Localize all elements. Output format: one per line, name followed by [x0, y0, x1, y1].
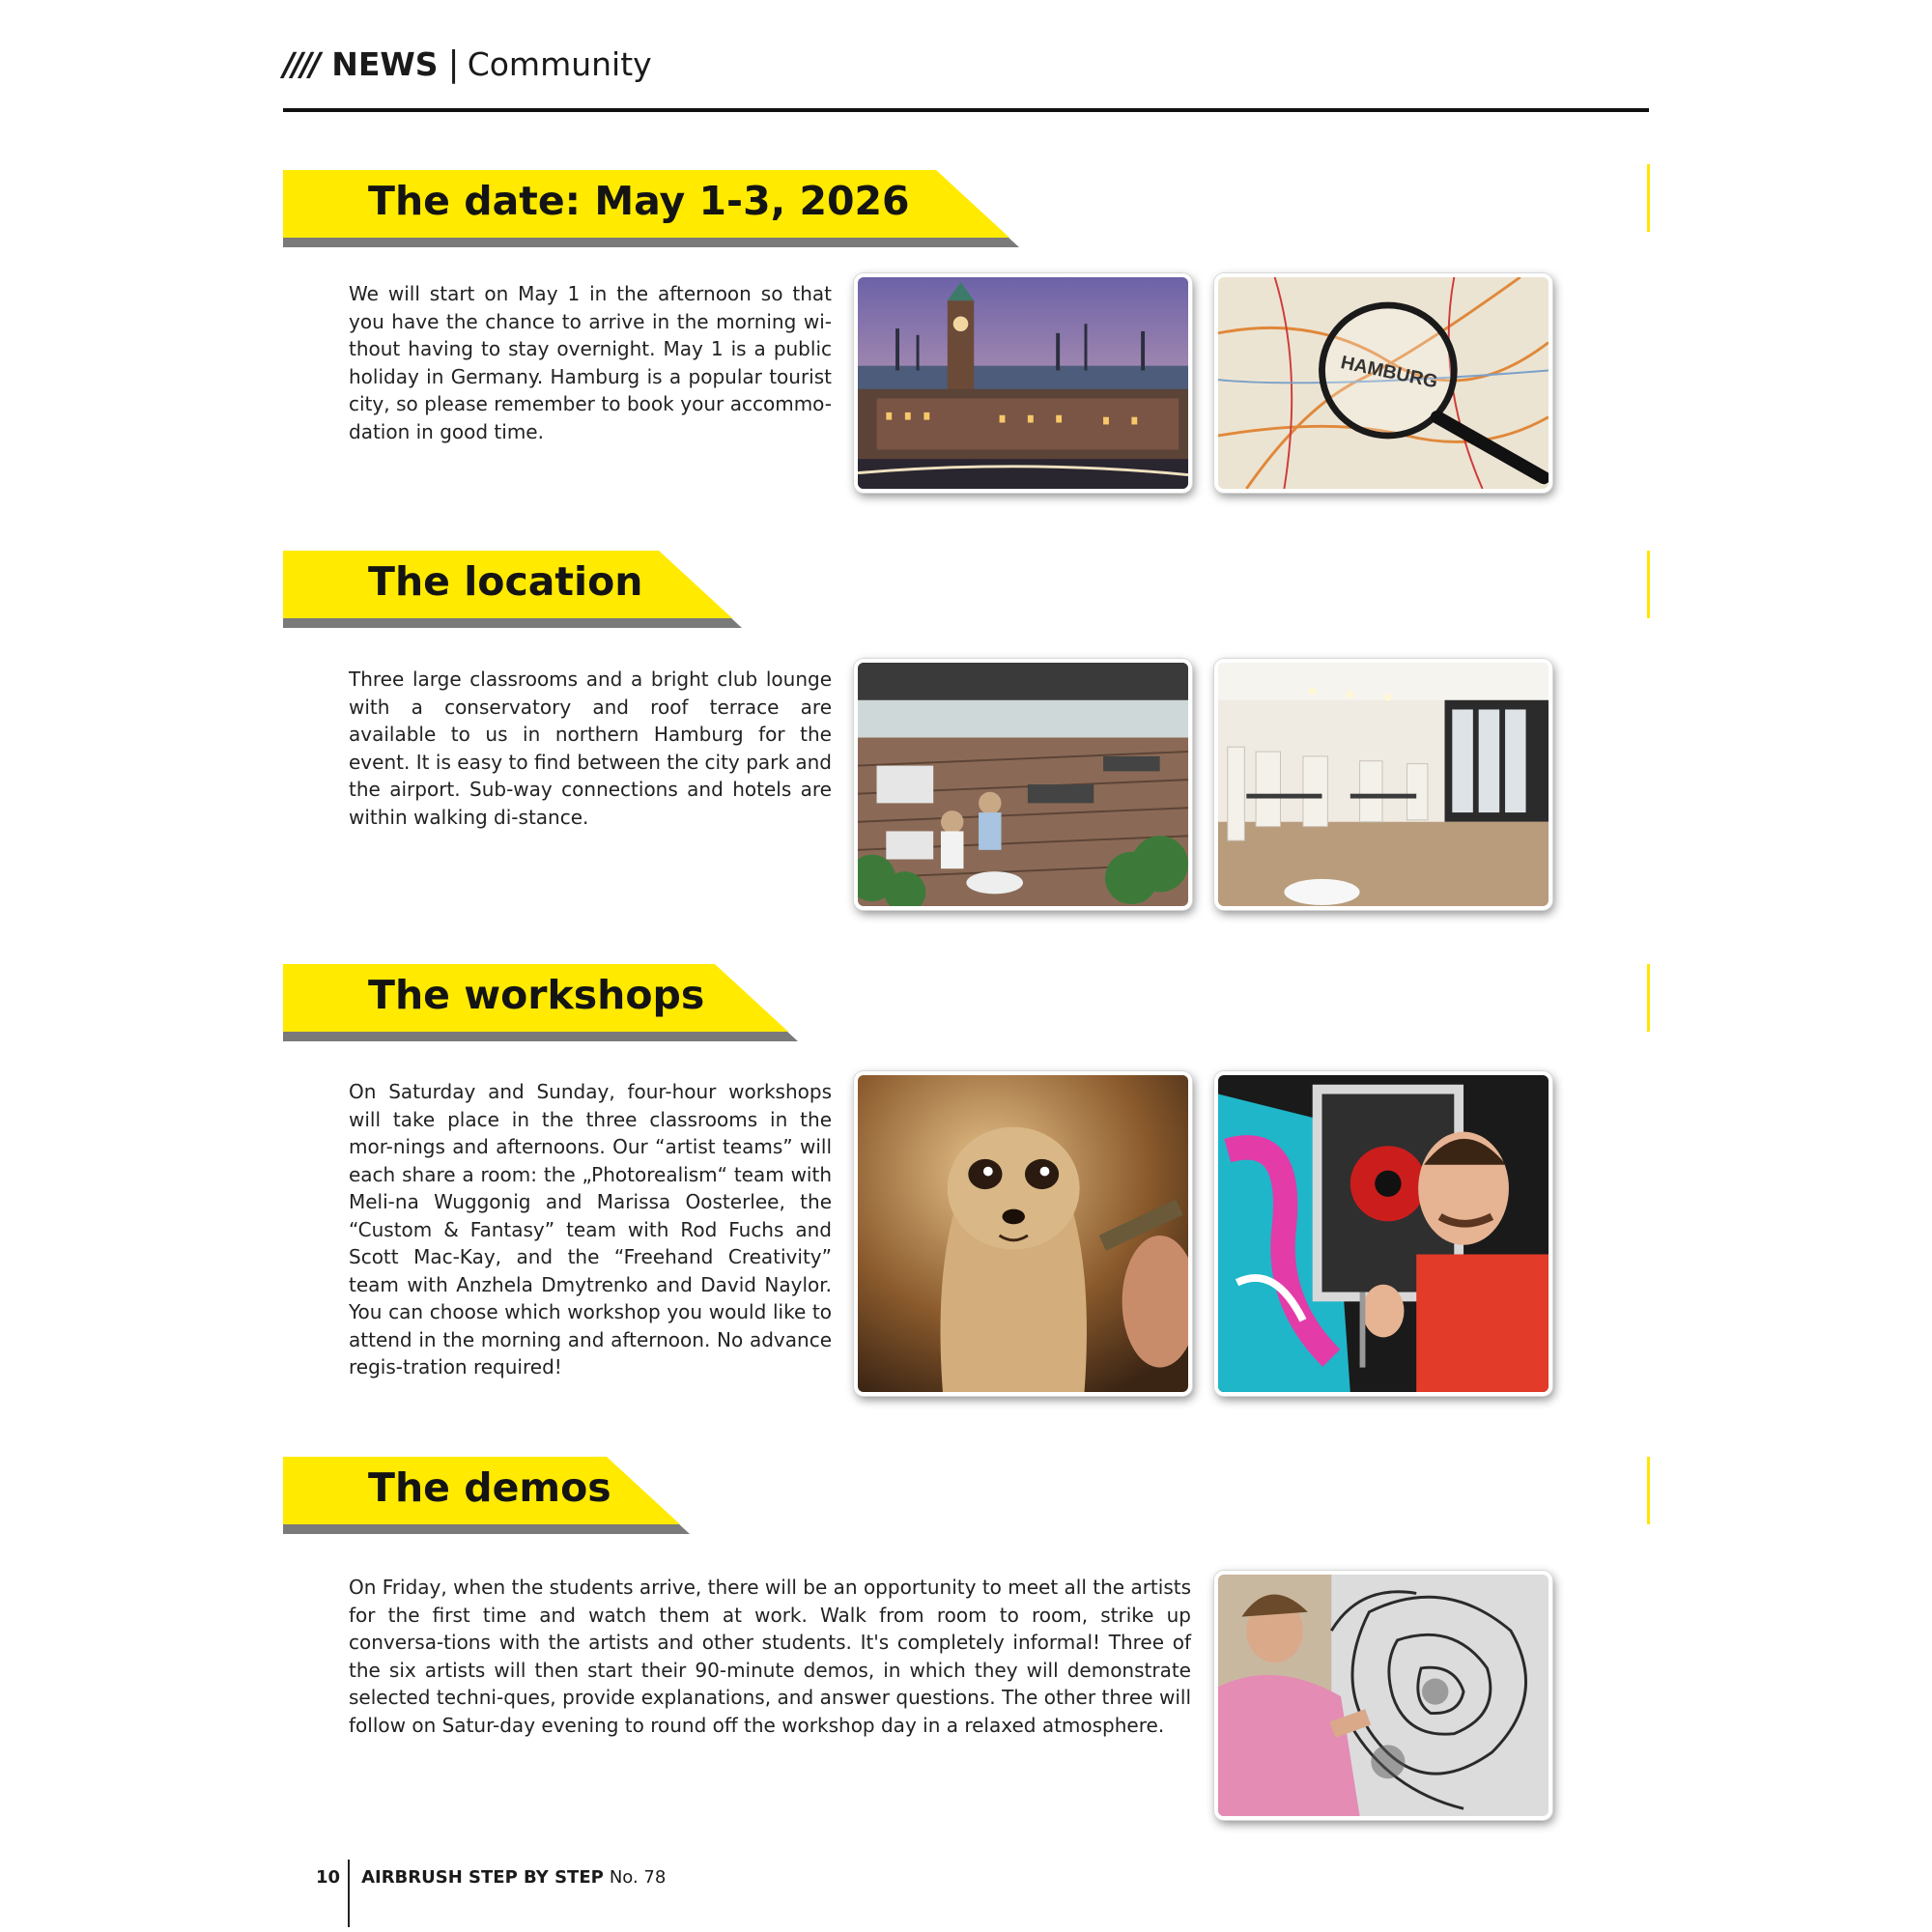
page-margin [0, 0, 280, 1932]
photo-club-lounge [1214, 659, 1552, 910]
edge-mark [1647, 164, 1650, 232]
photo-meerkat [854, 1071, 1192, 1396]
header-subsection: Community [467, 45, 652, 83]
edge-mark [1647, 964, 1650, 1032]
section-banner-date [283, 170, 1009, 238]
section-text-workshops: On Saturday and Sunday, four-hour workshops will take place in the three classrooms in the mor-nings and afternoons. Our “artist teams” will each share a room: the „Photorealism“ team with Meli-na Wuggonig and Marissa Oosterlee, the “Custom & Fantasy” team with Rod Fuchs and Scott Mac-Kay, and the “Freehand Creativity” team with Anzhela Dmytrenko and David Naylor. You can choose which workshop you would like to attend in the morning and afternoon. No advance regis-tration required! [349, 1080, 832, 1378]
header-slashes: //// [283, 45, 319, 83]
section-text-date: We will start on May 1 in the afternoon so that you have the chance to arrive in the morning wi-thout having to stay overnight. May 1 is a public holiday in Germany. Hamburg is a popular tourist city, so please remember to book your accommo-dation in good time. [349, 282, 832, 443]
map-label: HAMBURG [1338, 352, 1440, 393]
photo-artist-airbrushing [1214, 1071, 1552, 1396]
section-title: The workshops [368, 972, 705, 1018]
section-title: The location [368, 558, 643, 605]
header-separator: | [447, 44, 460, 84]
page-footer [316, 1867, 666, 1888]
section-text-location: Three large classrooms and a bright club lounge with a conservatory and roof terrace are available to us in northern Hamburg for the event. It is easy to find between the city park and the airport. Sub-way connections and hotels are within walking di-stance. [349, 668, 832, 829]
issue-number: No. 78 [609, 1867, 667, 1888]
page-number: 10 [316, 1867, 341, 1888]
section-banner-location [283, 551, 732, 618]
header-section: NEWS [331, 45, 439, 83]
section-banner-demos [283, 1457, 680, 1524]
photo-hamburg-map [1214, 273, 1552, 493]
edge-mark [1647, 1457, 1650, 1524]
section-text-demos: On Friday, when the students arrive, there will be an opportunity to meet all the artists for the first time and watch them at work. Walk from room to room, strike up conversa-tions with the artists and other students. It's completely informal! Three of the six artists will then start their 90-minute demos, in which they will demonstrate selected techni-ques, provide explanations, and answer questions. The other three will follow on Satur-day evening to round off the workshop day in a relaxed atmosphere. [349, 1576, 1192, 1737]
photo-hamburg-harbour [854, 273, 1192, 493]
section-title: The demos [368, 1464, 611, 1511]
photo-roof-terrace [854, 659, 1192, 910]
section-title: The date: May 1-3, 2026 [368, 178, 910, 224]
header-rule [283, 108, 1649, 112]
section-banner-workshops [283, 964, 788, 1032]
photo-rose-painting [1214, 1571, 1552, 1820]
footer-divider [348, 1860, 350, 1927]
magazine-title: AIRBRUSH STEP BY STEP [361, 1867, 604, 1888]
page-header [283, 44, 652, 93]
edge-mark [1647, 551, 1650, 618]
